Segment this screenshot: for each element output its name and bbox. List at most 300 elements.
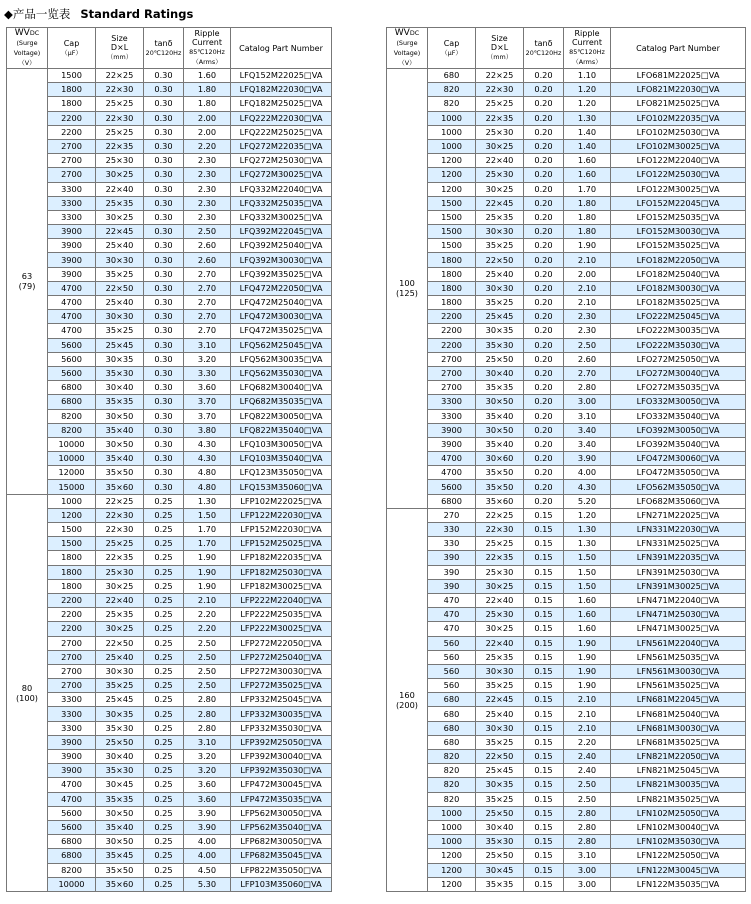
- table-row: [387, 381, 746, 395]
- ripple-cell: 1.90: [564, 239, 611, 253]
- ripple-cell: 4.30: [184, 452, 231, 466]
- ripple-cell: 3.20: [184, 750, 231, 764]
- size-cell: 25×25: [476, 537, 524, 551]
- size-cell: 22×30: [476, 83, 524, 97]
- part-number-cell: LFN471M22040□VA: [611, 593, 746, 607]
- table-row: [7, 111, 332, 125]
- size-cell: 30×50: [96, 437, 144, 451]
- table-row: [7, 296, 332, 310]
- cap-cell: 1000: [428, 125, 476, 139]
- table-row: [387, 111, 746, 125]
- ripple-cell: 2.40: [564, 764, 611, 778]
- table-row: [387, 494, 746, 508]
- tan-cell: 0.15: [524, 863, 564, 877]
- cap-cell: 6800: [48, 381, 96, 395]
- size-cell: 35×25: [476, 792, 524, 806]
- table-row: [7, 849, 332, 863]
- part-number-cell: LFO222M35030□VA: [611, 338, 746, 352]
- table-row: [387, 707, 746, 721]
- tan-cell: 0.30: [144, 466, 184, 480]
- ripple-cell: 2.20: [564, 735, 611, 749]
- size-cell: 25×50: [476, 849, 524, 863]
- ripple-cell: 1.60: [564, 593, 611, 607]
- part-number-cell: LFP332M35030□VA: [231, 721, 332, 735]
- ratings-table-left-wrapper: [6, 27, 332, 892]
- part-number-cell: LFP272M35025□VA: [231, 679, 332, 693]
- part-number-cell: LFN821M30035□VA: [611, 778, 746, 792]
- tan-cell: 0.15: [524, 650, 564, 664]
- part-number-cell: LFQ153M35060□VA: [231, 480, 332, 494]
- table-row: [387, 210, 746, 224]
- part-number-cell: LFO272M35035□VA: [611, 381, 746, 395]
- size-cell: 22×30: [96, 508, 144, 522]
- table-row: [7, 537, 332, 551]
- table-row: [387, 395, 746, 409]
- table-row: [7, 196, 332, 210]
- table-row: [7, 395, 332, 409]
- tan-cell: 0.20: [524, 225, 564, 239]
- tan-cell: 0.15: [524, 778, 564, 792]
- cap-cell: 2700: [48, 168, 96, 182]
- tan-cell: 0.30: [144, 395, 184, 409]
- part-number-cell: LFO102M30025□VA: [611, 139, 746, 153]
- size-cell: 35×35: [476, 877, 524, 891]
- voltage-group-cell: [387, 508, 428, 891]
- tan-cell: 0.15: [524, 537, 564, 551]
- size-cell: 30×30: [476, 664, 524, 678]
- cap-cell: 2200: [428, 324, 476, 338]
- tan-cell: 0.25: [144, 523, 184, 537]
- cap-cell: 270: [428, 508, 476, 522]
- table-row: [7, 877, 332, 891]
- table-row: [7, 792, 332, 806]
- ripple-cell: 2.50: [184, 650, 231, 664]
- tan-cell: 0.25: [144, 508, 184, 522]
- table-row: [387, 139, 746, 153]
- table-row: [7, 210, 332, 224]
- ripple-cell: 1.40: [564, 125, 611, 139]
- table-row: [7, 97, 332, 111]
- tan-cell: 0.15: [524, 750, 564, 764]
- cap-cell: 1800: [48, 83, 96, 97]
- tan-cell: 0.20: [524, 97, 564, 111]
- part-number-cell: LFQ682M30040□VA: [231, 381, 332, 395]
- size-cell: 35×40: [96, 423, 144, 437]
- part-number-cell: LFO182M35025□VA: [611, 296, 746, 310]
- size-cell: 35×60: [476, 494, 524, 508]
- ripple-cell: 1.50: [564, 565, 611, 579]
- table-row: [7, 820, 332, 834]
- size-cell: 22×50: [476, 750, 524, 764]
- part-number-cell: LFP682M35045□VA: [231, 849, 332, 863]
- part-number-cell: LFP122M22030□VA: [231, 508, 332, 522]
- size-cell: 35×45: [96, 849, 144, 863]
- part-number-cell: LFN471M30025□VA: [611, 622, 746, 636]
- part-number-cell: LFQ472M30030□VA: [231, 310, 332, 324]
- ripple-cell: 2.50: [184, 225, 231, 239]
- ripple-cell: 3.00: [564, 877, 611, 891]
- part-number-cell: LFN681M35025□VA: [611, 735, 746, 749]
- ripple-cell: 1.50: [564, 579, 611, 593]
- table-row: [7, 494, 332, 508]
- cap-cell: 1000: [428, 835, 476, 849]
- cap-cell: 3300: [48, 196, 96, 210]
- part-number-cell: LFP272M30030□VA: [231, 664, 332, 678]
- table-row: [387, 523, 746, 537]
- size-cell: 30×35: [476, 778, 524, 792]
- table-row: [7, 679, 332, 693]
- cap-cell: 1000: [428, 806, 476, 820]
- ripple-cell: 2.30: [564, 324, 611, 338]
- cap-cell: 2700: [48, 636, 96, 650]
- cap-cell: 1800: [428, 253, 476, 267]
- ripple-cell: 2.10: [564, 253, 611, 267]
- table-row: [387, 664, 746, 678]
- size-cell: 22×35: [96, 139, 144, 153]
- ripple-cell: 2.60: [564, 352, 611, 366]
- table-row: [7, 381, 332, 395]
- ripple-cell: 1.70: [184, 523, 231, 537]
- cap-cell: 2700: [48, 154, 96, 168]
- table-row: [387, 409, 746, 423]
- size-cell: 30×50: [476, 395, 524, 409]
- table-row: [387, 352, 746, 366]
- size-cell: 22×45: [476, 693, 524, 707]
- tan-cell: 0.25: [144, 608, 184, 622]
- table-row: [7, 480, 332, 494]
- size-cell: 30×25: [476, 139, 524, 153]
- cap-cell: 2200: [48, 111, 96, 125]
- table-row: [7, 182, 332, 196]
- cap-cell: 3900: [48, 267, 96, 281]
- part-number-cell: LFQ103M35040□VA: [231, 452, 332, 466]
- ripple-cell: 3.60: [184, 381, 231, 395]
- part-number-cell: LFO332M30050□VA: [611, 395, 746, 409]
- rated-voltage: 80: [21, 682, 33, 693]
- ripple-cell: 2.70: [184, 324, 231, 338]
- table-row: [387, 154, 746, 168]
- part-number-cell: LFP103M35060□VA: [231, 877, 332, 891]
- ratings-table-right-wrapper: [386, 27, 746, 892]
- size-cell: 35×25: [476, 735, 524, 749]
- tan-cell: 0.25: [144, 820, 184, 834]
- tan-cell: 0.25: [144, 863, 184, 877]
- table-body: [387, 69, 746, 892]
- part-number-cell: LFQ392M30030□VA: [231, 253, 332, 267]
- part-number-cell: LFO182M25040□VA: [611, 267, 746, 281]
- part-number-cell: LFO472M30060□VA: [611, 452, 746, 466]
- cap-cell: 1800: [428, 267, 476, 281]
- ratings-table-right: [386, 27, 746, 892]
- part-number-cell: LFQ562M25045□VA: [231, 338, 332, 352]
- ripple-cell: 2.20: [184, 622, 231, 636]
- table-row: [7, 693, 332, 707]
- cap-cell: 1800: [48, 551, 96, 565]
- size-cell: 30×25: [476, 182, 524, 196]
- cap-cell: 330: [428, 523, 476, 537]
- size-cell: 22×30: [96, 83, 144, 97]
- table-row: [387, 750, 746, 764]
- size-cell: 30×40: [476, 366, 524, 380]
- surge-voltage: (125): [395, 288, 419, 299]
- size-cell: 30×25: [96, 168, 144, 182]
- tan-cell: 0.20: [524, 366, 564, 380]
- header-tan: tanδ 20℃120Hz: [524, 28, 564, 69]
- part-number-cell: LFP562M35040□VA: [231, 820, 332, 834]
- size-cell: 22×40: [476, 154, 524, 168]
- part-number-cell: LFQ392M22045□VA: [231, 225, 332, 239]
- size-cell: 35×30: [96, 764, 144, 778]
- ripple-cell: 2.70: [184, 296, 231, 310]
- ripple-cell: 2.10: [564, 296, 611, 310]
- tan-cell: 0.30: [144, 253, 184, 267]
- ripple-cell: 2.70: [184, 267, 231, 281]
- table-row: [7, 835, 332, 849]
- tan-cell: 0.30: [144, 352, 184, 366]
- size-cell: 30×35: [476, 324, 524, 338]
- table-row: [387, 735, 746, 749]
- cap-cell: 4700: [48, 792, 96, 806]
- ripple-cell: 1.90: [184, 579, 231, 593]
- table-row: [7, 508, 332, 522]
- part-number-cell: LFN102M35030□VA: [611, 835, 746, 849]
- size-cell: 22×45: [476, 196, 524, 210]
- voltage-group-cell: [7, 69, 48, 495]
- part-number-cell: LFN561M22040□VA: [611, 636, 746, 650]
- ripple-cell: 3.90: [564, 452, 611, 466]
- table-row: [387, 835, 746, 849]
- part-number-cell: LFO152M30030□VA: [611, 225, 746, 239]
- cap-cell: 5600: [48, 366, 96, 380]
- tan-cell: 0.20: [524, 338, 564, 352]
- ripple-cell: 4.00: [564, 466, 611, 480]
- tan-cell: 0.20: [524, 466, 564, 480]
- ripple-cell: 2.80: [184, 721, 231, 735]
- size-cell: 25×25: [96, 537, 144, 551]
- table-row: [387, 820, 746, 834]
- table-row: [7, 366, 332, 380]
- table-row: [387, 267, 746, 281]
- size-cell: 30×30: [476, 281, 524, 295]
- cap-cell: 2700: [48, 679, 96, 693]
- tan-cell: 0.20: [524, 83, 564, 97]
- tan-cell: 0.20: [524, 69, 564, 83]
- part-number-cell: LFQ562M30035□VA: [231, 352, 332, 366]
- size-cell: 35×30: [96, 366, 144, 380]
- table-row: [7, 579, 332, 593]
- part-number-cell: LFQ182M22030□VA: [231, 83, 332, 97]
- ripple-cell: 2.50: [184, 636, 231, 650]
- cap-cell: 2200: [48, 125, 96, 139]
- tan-cell: 0.30: [144, 452, 184, 466]
- ripple-cell: 2.70: [184, 310, 231, 324]
- table-row: [387, 310, 746, 324]
- cap-cell: 1000: [428, 820, 476, 834]
- part-number-cell: LFP392M25050□VA: [231, 735, 332, 749]
- size-cell: 35×35: [96, 395, 144, 409]
- part-number-cell: LFO272M25050□VA: [611, 352, 746, 366]
- table-row: [387, 849, 746, 863]
- table-row: [387, 253, 746, 267]
- cap-cell: 2700: [48, 650, 96, 664]
- header-cap: Cap （μF）: [428, 28, 476, 69]
- tan-cell: 0.30: [144, 324, 184, 338]
- tan-cell: 0.25: [144, 806, 184, 820]
- tan-cell: 0.15: [524, 608, 564, 622]
- cap-cell: 4700: [428, 466, 476, 480]
- part-number-cell: LFP392M30040□VA: [231, 750, 332, 764]
- table-row: [7, 523, 332, 537]
- part-number-cell: LFO122M30025□VA: [611, 182, 746, 196]
- part-number-cell: LFQ123M35050□VA: [231, 466, 332, 480]
- cap-cell: 3300: [428, 409, 476, 423]
- cap-cell: 1200: [48, 508, 96, 522]
- size-cell: 30×30: [96, 664, 144, 678]
- tan-cell: 0.25: [144, 693, 184, 707]
- table-row: [387, 366, 746, 380]
- size-cell: 25×25: [476, 97, 524, 111]
- size-cell: 35×35: [96, 792, 144, 806]
- voltage-group-cell: [387, 69, 428, 509]
- part-number-cell: LFO681M22025□VA: [611, 69, 746, 83]
- table-row: [387, 281, 746, 295]
- ripple-cell: 2.30: [184, 154, 231, 168]
- part-number-cell: LFN561M25035□VA: [611, 650, 746, 664]
- tan-cell: 0.30: [144, 210, 184, 224]
- cap-cell: 3900: [48, 764, 96, 778]
- ripple-cell: 1.60: [564, 608, 611, 622]
- tan-cell: 0.20: [524, 296, 564, 310]
- ripple-cell: 2.80: [564, 381, 611, 395]
- ripple-cell: 2.20: [184, 608, 231, 622]
- size-cell: 35×40: [96, 820, 144, 834]
- ripple-cell: 4.80: [184, 480, 231, 494]
- tan-cell: 0.25: [144, 622, 184, 636]
- cap-cell: 8200: [48, 409, 96, 423]
- table-row: [387, 622, 746, 636]
- ripple-cell: 1.10: [564, 69, 611, 83]
- ripple-cell: 4.80: [184, 466, 231, 480]
- part-number-cell: LFP182M30025□VA: [231, 579, 332, 593]
- table-row: [7, 125, 332, 139]
- table-row: [7, 281, 332, 295]
- cap-cell: 5600: [48, 806, 96, 820]
- ripple-cell: 1.90: [564, 664, 611, 678]
- cap-cell: 8200: [48, 423, 96, 437]
- ripple-cell: 3.10: [184, 338, 231, 352]
- part-number-cell: LFN681M30030□VA: [611, 721, 746, 735]
- ripple-cell: 1.30: [184, 494, 231, 508]
- tan-cell: 0.20: [524, 154, 564, 168]
- tan-cell: 0.20: [524, 324, 564, 338]
- size-cell: 25×40: [476, 707, 524, 721]
- size-cell: 22×30: [96, 523, 144, 537]
- size-cell: 35×30: [476, 338, 524, 352]
- ripple-cell: 2.10: [564, 693, 611, 707]
- size-cell: 22×50: [96, 281, 144, 295]
- table-row: [7, 324, 332, 338]
- page-title: [4, 6, 193, 22]
- size-cell: 35×25: [476, 296, 524, 310]
- table-row: [387, 97, 746, 111]
- tan-cell: 0.20: [524, 409, 564, 423]
- tan-cell: 0.20: [524, 182, 564, 196]
- size-cell: 22×50: [476, 253, 524, 267]
- size-cell: 35×40: [476, 409, 524, 423]
- table-row: [387, 764, 746, 778]
- ripple-cell: 3.70: [184, 409, 231, 423]
- tan-cell: 0.30: [144, 139, 184, 153]
- part-number-cell: LFP332M30035□VA: [231, 707, 332, 721]
- part-number-cell: LFO682M35060□VA: [611, 494, 746, 508]
- tan-cell: 0.30: [144, 83, 184, 97]
- size-cell: 30×50: [96, 409, 144, 423]
- size-cell: 30×45: [96, 778, 144, 792]
- cap-cell: 4700: [48, 324, 96, 338]
- tan-cell: 0.25: [144, 537, 184, 551]
- table-row: [387, 863, 746, 877]
- tan-cell: 0.15: [524, 721, 564, 735]
- tan-cell: 0.25: [144, 835, 184, 849]
- part-number-cell: LFP222M25035□VA: [231, 608, 332, 622]
- ripple-cell: 3.40: [564, 437, 611, 451]
- size-cell: 30×40: [96, 381, 144, 395]
- part-number-cell: LFO182M22050□VA: [611, 253, 746, 267]
- size-cell: 25×30: [476, 608, 524, 622]
- table-row: [387, 168, 746, 182]
- ripple-cell: 2.00: [184, 125, 231, 139]
- header-part: Catalog Part Number: [611, 28, 746, 69]
- tan-cell: 0.25: [144, 721, 184, 735]
- ripple-cell: 2.80: [184, 693, 231, 707]
- size-cell: 30×50: [96, 806, 144, 820]
- size-cell: 30×30: [96, 310, 144, 324]
- table-row: [387, 182, 746, 196]
- part-number-cell: LFQ152M22025□VA: [231, 69, 332, 83]
- tan-cell: 0.25: [144, 764, 184, 778]
- ripple-cell: 1.30: [564, 537, 611, 551]
- table-row: [7, 721, 332, 735]
- ripple-cell: 3.20: [184, 764, 231, 778]
- part-number-cell: LFQ272M25030□VA: [231, 154, 332, 168]
- part-number-cell: LFP472M35035□VA: [231, 792, 332, 806]
- tan-cell: 0.30: [144, 111, 184, 125]
- ripple-cell: 4.00: [184, 835, 231, 849]
- tan-cell: 0.20: [524, 437, 564, 451]
- ripple-cell: 1.20: [564, 83, 611, 97]
- ripple-cell: 3.90: [184, 820, 231, 834]
- size-cell: 22×35: [96, 551, 144, 565]
- header-size: Size D×L （mm）: [476, 28, 524, 69]
- cap-cell: 3900: [48, 225, 96, 239]
- size-cell: 35×50: [96, 466, 144, 480]
- size-cell: 30×30: [96, 253, 144, 267]
- size-cell: 22×25: [96, 494, 144, 508]
- ripple-cell: 4.00: [184, 849, 231, 863]
- size-cell: 35×60: [96, 480, 144, 494]
- tan-cell: 0.25: [144, 877, 184, 891]
- ripple-cell: 1.50: [564, 551, 611, 565]
- header-ripple: Ripple Current 85℃120Hz （Arms）: [184, 28, 231, 69]
- size-cell: 25×40: [96, 239, 144, 253]
- cap-cell: 1200: [428, 863, 476, 877]
- ripple-cell: 2.80: [564, 820, 611, 834]
- header-ripple: Ripple Current 85℃120Hz （Arms）: [564, 28, 611, 69]
- ripple-cell: 3.00: [564, 395, 611, 409]
- tan-cell: 0.25: [144, 679, 184, 693]
- size-cell: 25×40: [96, 296, 144, 310]
- table-row: [387, 721, 746, 735]
